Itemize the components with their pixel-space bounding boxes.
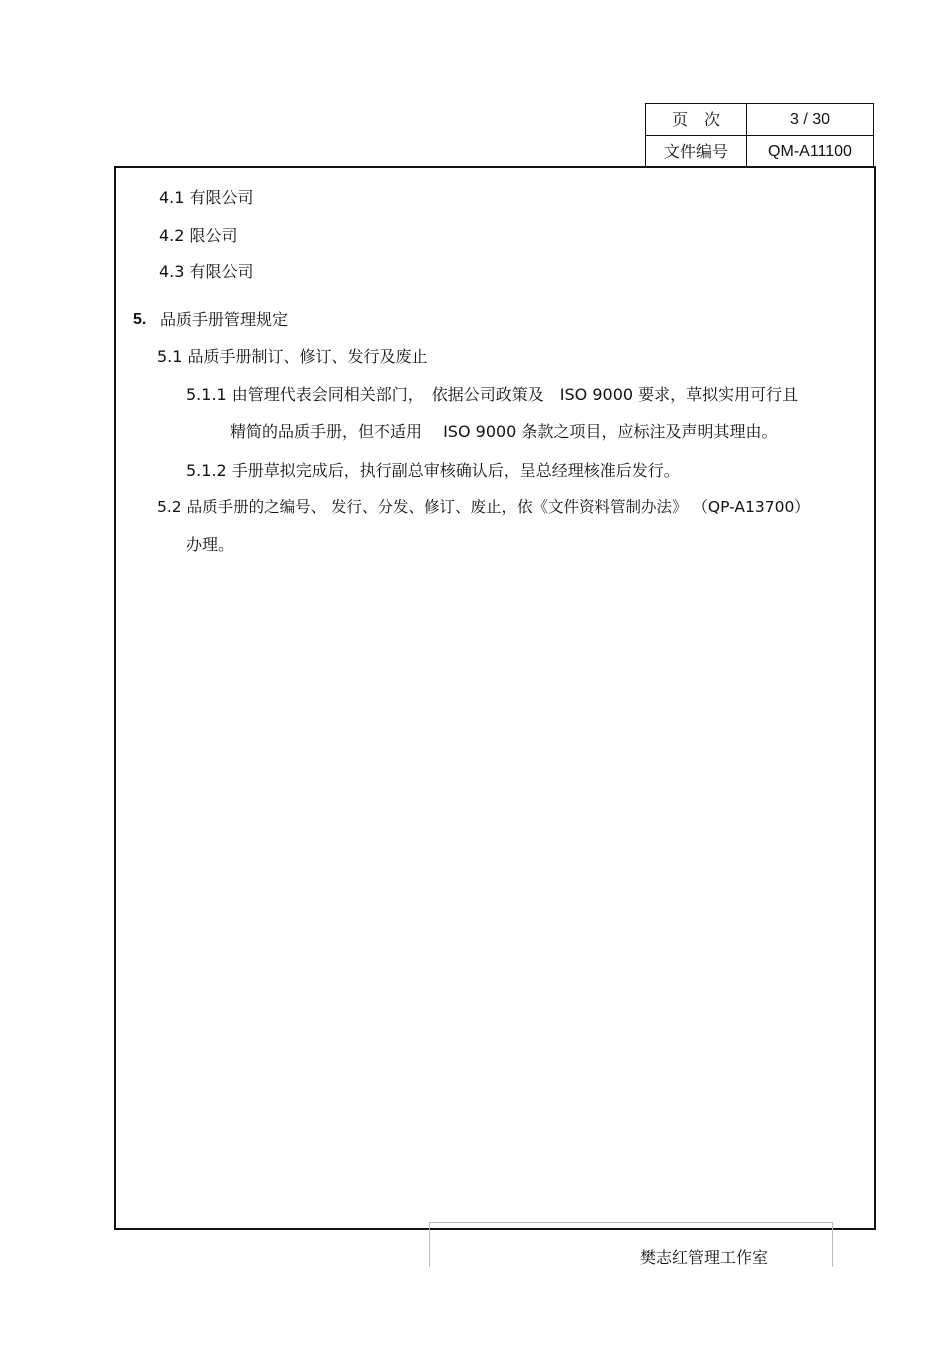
item-5-2-line1: 5.2 品质手册的之编号、 发行、分发、修订、废止，依《文件资料管制办法》 （QP-A13700）	[157, 498, 810, 516]
item-5-1-1-line2: 精简的品质手册，但不适用 ISO 9000 条款之项目，应标注及声明其理由。	[230, 422, 778, 441]
section-5-title: 品质手册管理规定	[160, 310, 289, 329]
item-5-2-line2: 办理。	[186, 535, 235, 554]
item-5-1-1-line1: 5.1.1 由管理代表会同相关部门， 依据公司政策及 ISO 9000 要求，草拟实用可行且	[186, 385, 799, 404]
item-4-2: 4.2 限公司	[159, 226, 238, 245]
doc-number-label: 文件编号	[646, 136, 747, 167]
doc-number-value: QM-A11100	[768, 143, 852, 160]
section-5-number: 5.	[133, 311, 147, 328]
doc-number-row	[646, 136, 873, 167]
page-row	[646, 104, 873, 136]
item-5-1-2: 5.1.2 手册草拟完成后，执行副总审核确认后，呈总经理核准后发行。	[186, 461, 680, 480]
footer-box	[429, 1222, 833, 1267]
document-info-table	[645, 103, 874, 166]
item-4-1: 4.1 有限公司	[159, 188, 254, 207]
page-value: 3 / 30	[789, 111, 831, 128]
item-5-1: 5.1 品质手册制订、修订、发行及废止	[157, 347, 428, 366]
item-4-3: 4.3 有限公司	[159, 262, 254, 281]
page-label: 页 次	[646, 104, 747, 135]
studio-name: 樊志红管理工作室	[640, 1248, 769, 1267]
